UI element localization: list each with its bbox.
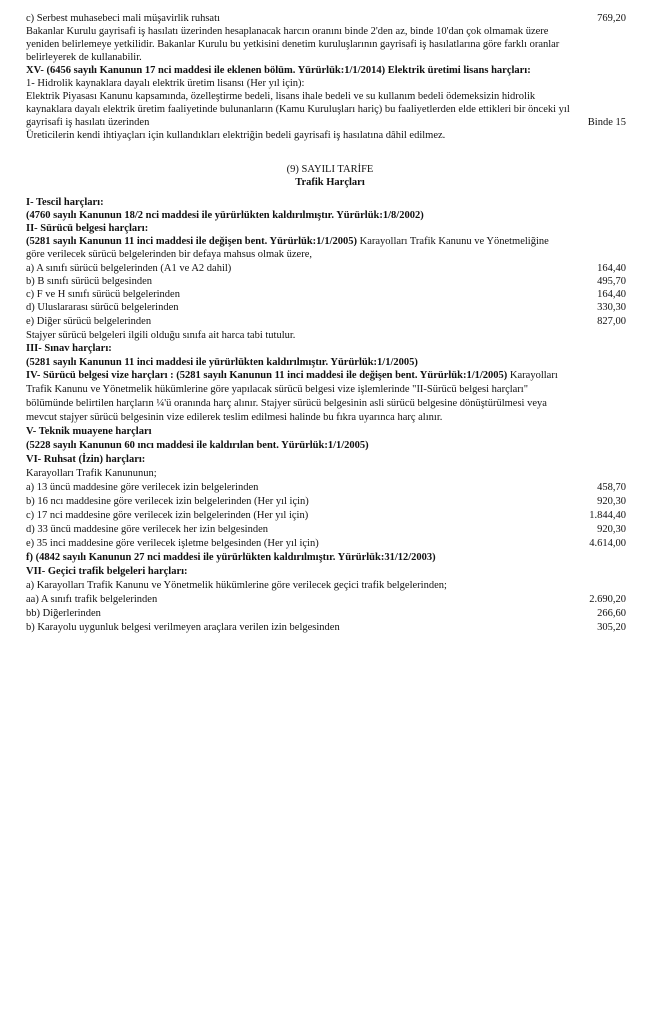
sec5-note: (5228 sayılı Kanunun 60 ıncı maddesi ile kaldırılan bent. Yürürlük:1/1/2005) [26,440,369,451]
sec7-item-bb-amount: 266,60 [597,608,626,619]
bakanlar-line-1: Bakanlar Kurulu gayrisafi iş hasılatı üzerinden hesaplanacak harcın oranını binde 2'den az, binde 10'dan çok olmamak üzere [26,26,549,37]
sec6-item-e-amount: 4.614,00 [589,538,626,549]
c-amount: 769,20 [597,13,626,24]
sec3-note: (5281 sayılı Kanunun 11 inci maddesi ile yürürlükten kaldırılmıştır. Yürürlük:1/1/2005) [26,357,418,368]
sec6-item-c: c) 17 nci maddesine göre verilecek izin belgelerinden (Her yıl için) [26,510,309,521]
sec7-item-aa: aa) A sınıfı trafik belgelerinden [26,594,158,605]
xv-para-line-1: Elektrik Piyasası Kanunu kapsamında, özelleştirme bedeli, lisans ihale bedeli ve su kullanım bedeli ödemeksizin hidrolik [26,91,536,102]
sec6-item-e: e) 35 inci maddesine göre verilecek işletme belgesinden (Her yıl için) [26,538,319,549]
sec6-item-c-amount: 1.844,40 [589,510,626,521]
sec2-item-c: c) F ve H sınıfı sürücü belgelerinden [26,289,180,300]
xv-item-1: 1- Hidrolik kaynaklara dayalı elektrik üretim lisansı (Her yıl için): [26,78,305,89]
sec2-item-e-amount: 827,00 [597,316,626,327]
tarife-subtitle: Trafik Harçları [295,177,365,188]
sec2-item-d-amount: 330,30 [597,302,626,313]
sec1-note: (4760 sayılı Kanunun 18/2 nci maddesi ile yürürlükten kaldırılmıştır. Yürürlük:1/8/2002) [26,210,424,221]
xv-amount: Binde 15 [587,117,626,128]
sec6-item-d: d) 33 üncü maddesine göre verilecek her izin belgesinden [26,524,268,535]
sec6-item-b-amount: 920,30 [597,496,626,507]
sec2-note-rest: Karayolları Trafik Kanunu ve Yönetmeliğine [357,236,549,247]
sec6-item-a-amount: 458,70 [597,482,626,493]
c-line: c) Serbest muhasebeci mali müşavirlik ruhsatı [26,13,220,24]
sec7-item-aa-amount: 2.690,20 [589,594,626,605]
xv-para-line-2: kaynaklara dayalı elektrik üretim faaliyetinde bulunanların (Kamu Kuruluşları hariç) bu faaliyetlerden elde ettikleri bir önceki yıl [26,104,570,115]
sec7-item-a: a) Karayolları Trafik Kanunu ve Yönetmelik hükümlerine göre verilecek geçici trafik belgelerinden; [26,580,447,591]
sec2-note [26,235,586,248]
bakanlar-line-2: yeniden belirlemeye yetkilidir. Bakanlar Kurulu bu yetkisini denetim kuruluşlarının gayrisafi iş hasılatlarına göre farklı oranlar [26,39,560,50]
sec6-item-d-amount: 920,30 [597,524,626,535]
sec2-item-b-amount: 495,70 [597,276,626,287]
sec7-heading: VII- Geçici trafik belgeleri harçları: [26,566,188,577]
sec2-intro: göre verilecek sürücü belgelerinden bir defaya mahsus olmak üzere, [26,249,313,260]
sec3-heading: III- Sınav harçları: [26,343,112,354]
sec2-stajyer: Stajyer sürücü belgeleri ilgili olduğu sınıfa ait harca tabi tutulur. [26,330,296,341]
sec4-para-line-3: mevcut stajyer sürücü belgesinin vize edilerek teslim edilmesi halinde bu fıkra uyarınca harç alınır. [26,412,443,423]
sec1-heading: I- Tescil harçları: [26,197,104,208]
sec2-item-a-amount: 164,40 [597,263,626,274]
sec4-heading-rest: Karayolları [507,370,558,381]
sec2-note-bold: (5281 sayılı Kanunun 11 inci maddesi ile değişen bent. Yürürlük:1/1/2005) [26,236,357,247]
sec6-item-a: a) 13 üncü maddesine göre verilecek izin belgelerinden [26,482,259,493]
sec4-para-line-2: bölümünde belirtilen harçların ¼'ü oranında harç alınır. Stajyer sürücü belgesinin asli sürücü belgesine dönüştürülmesi veya [26,398,547,409]
sec2-item-a: a) A sınıfı sürücü belgelerinden (A1 ve A2 dahil) [26,263,232,274]
sec4-heading-bold: IV- Sürücü belgesi vize harçları : (5281 sayılı Kanunun 11 inci maddesi ile değişen bent. Yürürlük:1/1/2005) [26,370,508,381]
sec6-heading: VI- Ruhsat (İzin) harçları: [26,454,146,465]
sec4-para-line-1: Trafik Kanunu ve Yönetmelik hükümlerine göre yapılacak sürücü belgesi vize işlemlerinde "II-Sürücü belgesi harçları" [26,384,529,395]
sec6-item-f: f) (4842 sayılı Kanunun 27 nci maddesi ile yürürlükten kaldırılmıştır. Yürürlük:31/12/2003) [26,552,436,563]
xv-para-line-4: Üreticilerin kendi ihtiyaçları için kullandıkları elektriğin bedeli gayrisafi iş hasılatına dâhil edilmez. [26,130,446,141]
xv-para-line-3: gayrisafi iş hasılatı üzerinden [26,117,150,128]
sec4-heading [26,369,586,382]
sec2-item-c-amount: 164,40 [597,289,626,300]
sec2-heading: II- Sürücü belgesi harçları: [26,223,149,234]
xv-heading: XV- (6456 sayılı Kanunun 17 nci maddesi ile eklenen bölüm. Yürürlük:1/1/2014) Elektrik üretimi lisans harçları: [26,65,531,76]
tarife-title: (9) SAYILI TARİFE [286,164,374,175]
sec6-item-b: b) 16 ncı maddesine göre verilecek izin belgelerinden (Her yıl için) [26,496,309,507]
sec7-item-b: b) Karayolu uygunluk belgesi verilmeyen araçlara verilen izin belgesinden [26,622,340,633]
sec5-heading: V- Teknik muayene harçları [26,426,152,437]
sec2-item-d: d) Uluslararası sürücü belgelerinden [26,302,179,313]
sec6-intro: Karayolları Trafik Kanununun; [26,468,157,479]
sec2-item-b: b) B sınıfı sürücü belgesinden [26,276,152,287]
sec7-item-b-amount: 305,20 [597,622,626,633]
bakanlar-line-3: belirleyerek de kullanabilir. [26,52,142,63]
sec7-item-bb: bb) Diğerlerinden [26,608,101,619]
sec2-item-e: e) Diğer sürücü belgelerinden [26,316,152,327]
